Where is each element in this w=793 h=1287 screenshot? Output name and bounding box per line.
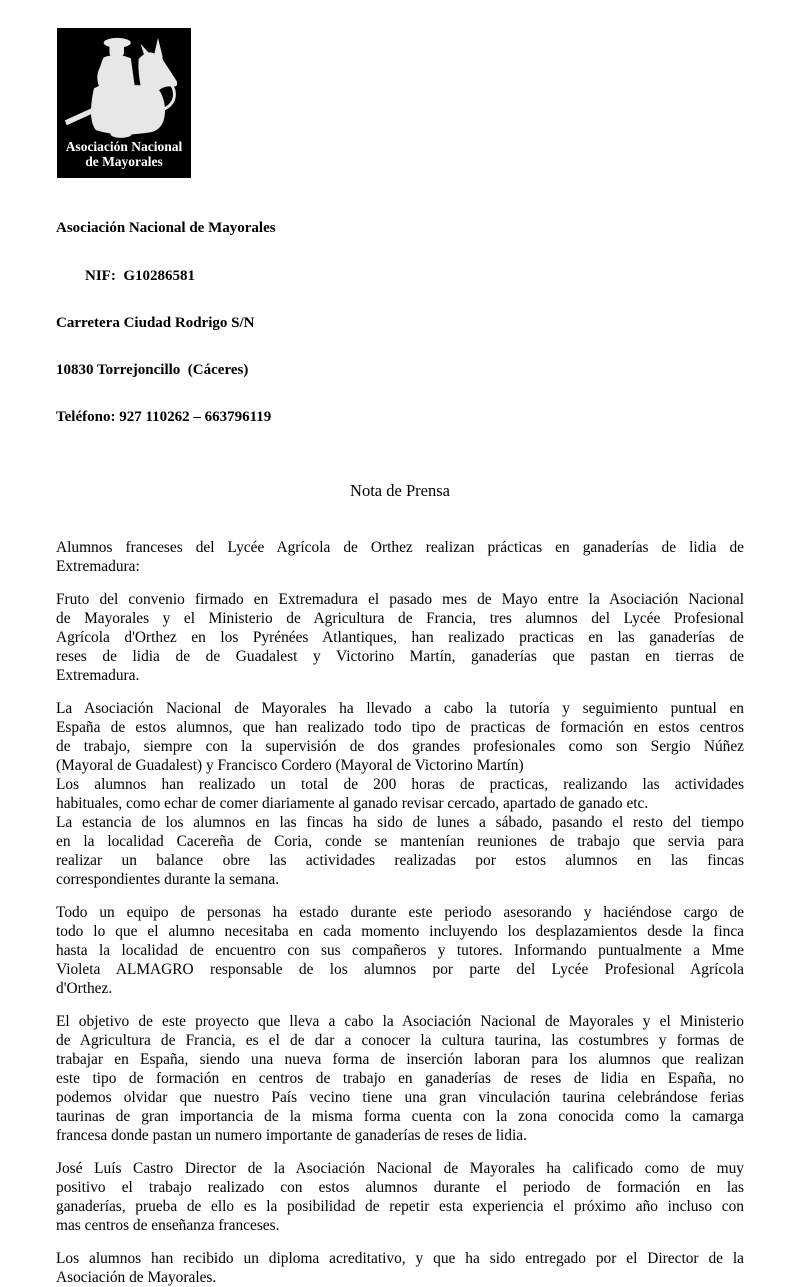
contact-address: Carretera Ciudad Rodrigo S/N bbox=[56, 314, 255, 331]
logo-text-line2: de Mayorales bbox=[85, 154, 163, 169]
contact-city: 10830 Torrejoncillo (Cáceres) bbox=[56, 361, 249, 378]
text-block bbox=[56, 590, 744, 685]
paragraph-line: habituales, como echar de comer diariamente al ganado revisar cercado, apartado de ganado etc. bbox=[56, 794, 649, 812]
paragraph-line: podemos olvidar que nuestro País vecino tiene una gran vinculación taurina celebrándose ferias bbox=[56, 1088, 744, 1106]
document-title: Nota de Prensa bbox=[350, 480, 450, 500]
paragraph-line: en la localidad Cacereña de Coria, conde se mantenían reuniones de trabajo que servia para bbox=[56, 832, 744, 850]
paragraph-line: Los alumnos han realizado un total de 200 horas de practicas, realizando las actividades bbox=[56, 775, 744, 793]
mayoral-on-horseback-icon bbox=[59, 30, 189, 139]
paragraph-line: La Asociación Nacional de Mayorales ha llevado a cabo la tutoría y seguimiento puntual en bbox=[56, 699, 744, 717]
paragraph-line: positivo el trabajo realizado con estos alumnos durante el periodo de formación en las bbox=[56, 1178, 744, 1196]
paragraph-line: Extremadura. bbox=[56, 666, 140, 684]
text-block bbox=[56, 538, 744, 576]
text-block bbox=[56, 1012, 744, 1145]
paragraph-line: ganaderías, prueba de ello es la posibilidad de repetir esta experiencia el próximo año incluso con bbox=[56, 1197, 744, 1215]
paragraph-line: reses de lidia de de Guadalest y Victorino Martín, ganaderías que pastan en tierras de bbox=[56, 647, 744, 665]
paragraph-line: Fruto del convenio firmado en Extremadura el pasado mes de Mayo entre la Asociación Nacional bbox=[56, 590, 744, 608]
text-block bbox=[56, 699, 744, 889]
paragraph-line: todo lo que el alumno necesitaba en cada momento incluyendo los desplazamientos desde la finca bbox=[56, 922, 744, 940]
paragraph-line: trabajar en España, siendo una nueva forma de inserción laboran para los alumnos que realizan bbox=[56, 1050, 744, 1068]
paragraph-line: correspondientes durante la semana. bbox=[56, 870, 280, 888]
contact-info bbox=[56, 190, 744, 457]
paragraph-line: taurinas de gran importancia de la misma forma cuenta con la zona conocida como la camarga bbox=[56, 1107, 744, 1125]
paragraph-line: Todo un equipo de personas ha estado durante este periodo asesorando y haciéndose cargo de bbox=[56, 903, 744, 921]
paragraph-line: francesa donde pastan un numero importante de ganaderías de reses de lidia. bbox=[56, 1126, 527, 1144]
paragraph-line: este tipo de formación en centros de trabajo en ganaderías de reses de lidia en España, no bbox=[56, 1069, 744, 1087]
paragraph-line: España de estos alumnos, que han realizado todo tipo de practicas de formación en estos centros bbox=[56, 718, 744, 736]
paragraph-line: d'Orthez. bbox=[56, 979, 113, 997]
contact-phone: Teléfono: 927 110262 – 663796119 bbox=[56, 408, 272, 425]
paragraph-line: hasta la localidad de encuentro con sus compañeros y tutores. Informando puntualmente a Mme bbox=[56, 941, 744, 959]
contact-nif: NIF: G10286581 bbox=[85, 267, 195, 284]
association-logo bbox=[57, 28, 191, 178]
paragraph-line: (Mayoral de Guadalest) y Francisco Cordero (Mayoral de Victorino Martín) bbox=[56, 756, 524, 774]
paragraph-line: La estancia de los alumnos en las fincas ha sido de lunes a sábado, pasando el resto del tiempo bbox=[56, 813, 744, 831]
paragraph-line: Los alumnos han recibido un diploma acreditativo, y que ha sido entregado por el Director de la bbox=[56, 1249, 744, 1267]
paragraph-line: Violeta ALMAGRO responsable de los alumnos por parte del Lycée Profesional Agrícola bbox=[56, 960, 744, 978]
paragraph-line: José Luís Castro Director de la Asociación Nacional de Mayorales ha calificado como de muy bbox=[56, 1159, 744, 1177]
document-body bbox=[56, 538, 744, 1287]
paragraph-line: de Agricultura de Francia, es el de dar a conocer la cultura taurina, las costumbres y formas de bbox=[56, 1031, 744, 1049]
paragraph-line: Extremadura: bbox=[56, 557, 140, 575]
text-block bbox=[56, 1159, 744, 1235]
paragraph-line: mas centros de enseñanza franceses. bbox=[56, 1216, 280, 1234]
paragraph-line: de trabajo, siempre con la supervisión de dos grandes profesionales como son Sergio Núñez bbox=[56, 737, 744, 755]
text-block bbox=[56, 1249, 744, 1287]
logo-text-line1: Asociación Nacional bbox=[65, 139, 183, 154]
paragraph-line: Agrícola d'Orthez en los Pyrénées Atlantiques, han realizado practicas en las ganaderías de bbox=[56, 628, 744, 646]
paragraph-line: realizar un balance obre las actividades realizadas por estos alumnos en las fincas bbox=[56, 851, 744, 869]
logo-text bbox=[57, 139, 191, 174]
text-block bbox=[56, 903, 744, 998]
paragraph-line: Alumnos franceses del Lycée Agrícola de Orthez realizan prácticas en ganaderías de lidia de bbox=[56, 538, 744, 556]
paragraph-line: Asociación de Mayorales. bbox=[56, 1268, 217, 1286]
paragraph-line: de Mayorales y el Ministerio de Agricultura de Francia, tres alumnos del Lycée Profesional bbox=[56, 609, 744, 627]
contact-name: Asociación Nacional de Mayorales bbox=[56, 220, 276, 237]
paragraph-line: El objetivo de este proyecto que lleva a cabo la Asociación Nacional de Mayorales y el Ministerio bbox=[56, 1012, 744, 1030]
